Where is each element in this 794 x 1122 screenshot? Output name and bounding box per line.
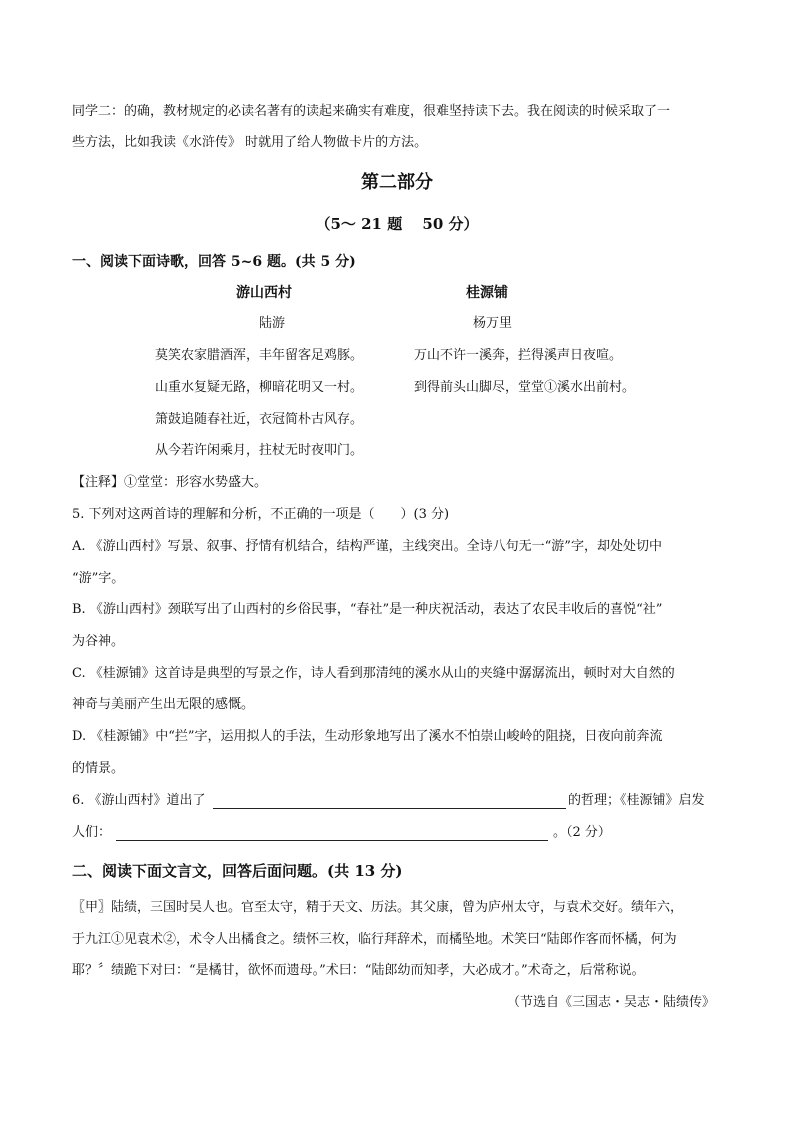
q5-option-b-cont: 为谷神。 — [72, 634, 125, 649]
q5-option-d: D. 《桂源铺》中“拦”字，运用拟人的手法，生动形象地写出了溪水不怕崇山峻岭的阻挠，日夜向前奔流 — [72, 729, 663, 744]
q5-stem: 5. 下列对这两首诗的理解和分析，不正确的一项是（ ）(3 分) — [72, 507, 450, 522]
section2-heading: 二、阅读下面文言文，回答后面问题。(共 13 分) — [72, 862, 403, 880]
part-subtitle: （5～ 21 题 50 分） — [315, 215, 479, 233]
q6-answer-blank-2[interactable] — [116, 840, 548, 841]
poem-2-line: 到得前头山脚尽，堂堂①溪水出前村。 — [414, 380, 636, 395]
q5-option-a-cont: “游”字。 — [72, 571, 125, 586]
passage-source: （节选自《三国志・吴志・陆绩传》 — [507, 995, 716, 1010]
poem-2-author: 杨万里 — [473, 316, 513, 331]
intro-line-2: 些方法，比如我读《水浒传》 时就用了给人物做卡片的方法。 — [72, 135, 428, 150]
poem-1-author: 陆游 — [259, 316, 286, 331]
q6-text-a: 6. 《游山西村》道出了 — [72, 793, 206, 808]
poem-1-title: 游山西村 — [236, 285, 292, 301]
q5-option-a: A. 《游山西村》写景、叙事、抒情有机结合，结构严谨，主线突出。全诗八句无一“游”字，却处处切中 — [72, 539, 662, 554]
intro-line-1: 同学二：的确，教材规定的必读名著有的读起来确实有难度，很难坚持读下去。我在阅读的时候采取了一 — [72, 104, 671, 119]
poem-1-line: 箫鼓追随春社近，衣冠简朴古风存。 — [155, 412, 364, 427]
passage-line: 耶？〞绩跪下对曰：“是橘甘，欲怀而遗母。”术曰：“陆郎幼而知孝，大必成才。”术奇之，后常称说。 — [72, 963, 645, 978]
q6-text-d: 。（2 分） — [553, 825, 611, 840]
poem-2-line: 万山不许一溪奔，拦得溪声日夜喧。 — [414, 348, 623, 363]
poem-1-line: 莫笑农家腊酒浑，丰年留客足鸡豚。 — [155, 348, 364, 363]
annotation-note: 【注释】①堂堂：形容水势盛大。 — [72, 475, 268, 490]
q5-option-b: B. 《游山西村》颈联写出了山西村的乡俗民事，“春社”是一种庆祝活动，表达了农民丰收后的喜悦“社” — [72, 602, 663, 617]
q6-text-b: 的哲理；《桂源铺》启发 — [568, 793, 705, 808]
q6-text-c: 人们： — [72, 825, 112, 840]
poem-1-line: 从今若许闲乘月，拄杖无时夜叩门。 — [155, 443, 364, 458]
poem-2-title: 桂源铺 — [466, 285, 508, 301]
passage-line: 〖甲〗陆绩，三国时吴人也。官至太守，精于天文、历法。其父康，曾为庐州太守，与袁术交好。绩年六， — [72, 900, 684, 915]
section1-heading: 一、阅读下面诗歌，回答 5~6 题。(共 5 分) — [72, 254, 356, 270]
q5-option-c-cont: 神奇与美丽产生出无限的感慨。 — [72, 697, 255, 712]
q6-answer-blank-1[interactable] — [213, 808, 566, 809]
q5-option-d-cont: 的情景。 — [72, 761, 125, 776]
q5-option-c: C. 《桂源铺》这首诗是典型的写景之作，诗人看到那清纯的溪水从山的夹缝中潺潺流出，顿时对大自然的 — [72, 666, 675, 681]
passage-line: 于九江①见袁术②，术令人出橘食之。绩怀三枚，临行拜辞术，而橘坠地。术笑曰“陆郎作客而怀橘，何为 — [72, 932, 677, 947]
part-title: 第二部分 — [361, 172, 433, 193]
poem-1-line: 山重水复疑无路，柳暗花明又一村。 — [155, 380, 364, 395]
